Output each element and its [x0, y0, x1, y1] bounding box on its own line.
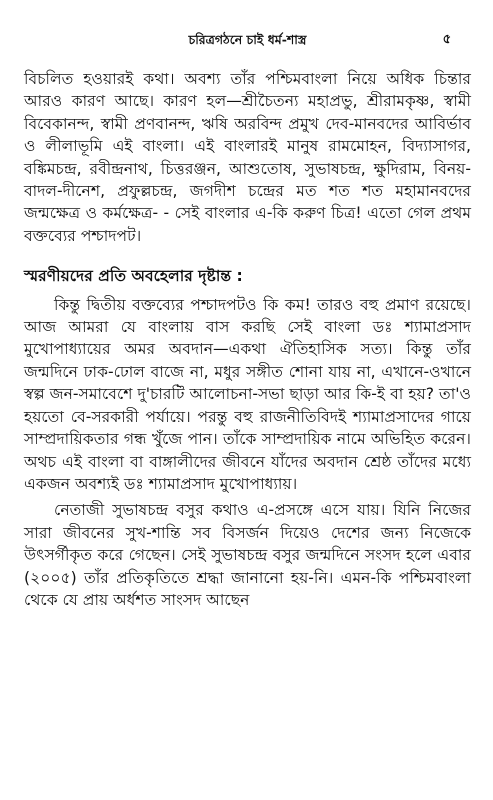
section-spacer	[24, 247, 471, 265]
paragraph-1: বিচলিত হওয়ারই কথা। অবশ্য তাঁর পশ্চিমবাংলা নিয়ে অধিক চিন্তার আরও কারণ আছে। কারণ হল—শ্রীচৈতন্য মহাপ্রভু, শ্রীরামকৃষ্ণ, স্বামী বিবেকানন্দ, স্বামী প্রণবানন্দ, ঋষি অরবিন্দ প্রমুখ দেব-মানবদের আবির্ভাব ও লীলাভূমি এই বাংলা। এই বাংলারই মানুষ রামমোহন, বিদ্যাসাগর, বঙ্কিমচন্দ্র, রবীন্দ্রনাথ, চিত্তরঞ্জন, আশুতোষ, সুভাষচন্দ্র, ক্ষুদিরাম, বিনয়-বাদল-দীনেশ, প্রফুল্লচন্দ্র, জগদীশ চন্দ্রের মত শত শত মহামানবদের জন্মক্ষেত্র ও কর্মক্ষেত্র- - সেই বাংলার এ-কি করুণ চিত্র! এতো গেল প্রথম বক্তব্যের পশ্চাদপট।	[24, 70, 471, 245]
running-header	[24, 30, 471, 50]
page-number: ৫	[442, 32, 451, 47]
running-title: চরিত্রগঠনে চাই ধর্ম-শাস্ত্র	[188, 32, 307, 47]
paragraph-2: কিন্তু দ্বিতীয় বক্তব্যের পশ্চাদপটও কি কম! তারও বহু প্রমাণ রয়েছে। আজ আমরা যে বাংলায় বাস করছি সেই বাংলা ডঃ শ্যামাপ্রসাদ মুখোপাধ্যায়ের অমর অবদান—একথা ঐতিহাসিক সত্য। কিন্তু তাঁর জন্মদিনে ঢাক-ঢোল বাজে না, মধুর সঙ্গীত শোনা যায় না, এখানে-ওখানে স্বল্প জন-সমাবেশে দু'চারটি আলোচনা-সভা ছাড়া আর কি-ই বা হয়? তা'ও হয়তো বে-সরকারী পর্যায়ে। পরন্তু বহু রাজনীতিবিদই শ্যামাপ্রসাদের গায়ে সাম্প্রদায়িকতার গন্ধ খুঁজে পান। তাঁকে সাম্প্রদায়িক নামে অভিহিত করেন। অথচ এই বাংলা বা বাঙ্গালীদের জীবনে যাঁদের অবদান শ্রেষ্ঠ তাঁদের মধ্যে একজন অবশ্যই ডঃ শ্যামাপ্রসাদ মুখোপাধ্যায়।	[24, 295, 471, 493]
section-heading: স্মরণীয়দের প্রতি অবহেলার দৃষ্টান্ত :	[24, 267, 243, 286]
paragraph-3: নেতাজী সুভাষচন্দ্র বসুর কথাও এ-প্রসঙ্গে এসে যায়। যিনি নিজের সারা জীবনের সুখ-শান্তি সব বিসর্জন দিয়েও দেশের জন্য নিজেকে উৎসর্গীকৃত করে গেছেন। সেই সুভাষচন্দ্র বসুর জন্মদিনে সংসদ হলে এবার (২০০৫) তাঁর প্রতিকৃতিতে শ্রদ্ধা জানানো হয়-নি। এমন-কি পশ্চিমবাংলা থেকে যে প্রায় অর্ধশত সাংসদ আছেন	[24, 501, 471, 609]
page-body	[24, 68, 471, 611]
